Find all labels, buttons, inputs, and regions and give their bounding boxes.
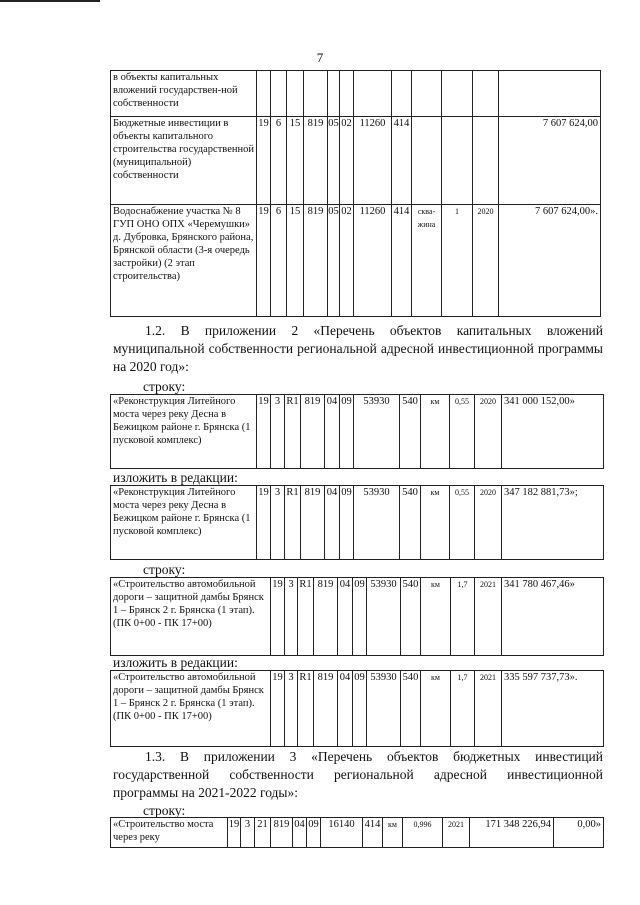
cell: 04 (325, 395, 340, 469)
cell: 819 (271, 818, 293, 848)
cell: 414 (363, 818, 383, 848)
cell: 11260 (354, 205, 392, 317)
cell: 414 (392, 117, 412, 205)
cell: 11260 (354, 117, 392, 205)
cell: км (421, 395, 450, 469)
label-row-3: строку: (143, 803, 186, 818)
cell: 05 (328, 205, 340, 317)
cell: 09 (353, 671, 367, 747)
cell: 19 (257, 117, 271, 205)
cell: 09 (307, 818, 321, 848)
cell: 02 (340, 117, 354, 205)
cell: 19 (271, 578, 285, 656)
cell (473, 71, 499, 117)
cell-sum (499, 71, 601, 117)
cell: 819 (314, 578, 338, 656)
object-name: «Реконструкция Литейного моста через реку Десна в Бежицком районе г. Брянска (1 пусковой комплекс) (111, 395, 257, 469)
cell: 3 (285, 671, 298, 747)
label-edit-2: изложить в редакции: (113, 655, 238, 670)
cell: км (421, 486, 450, 560)
cell: 16140 (321, 818, 363, 848)
table-1 (110, 70, 601, 317)
table-row (111, 205, 601, 317)
cell-sum: 171 348 226,94 (470, 818, 554, 848)
cell: 19 (257, 205, 271, 317)
cell: 540 (401, 671, 421, 747)
cell (412, 117, 442, 205)
cell: 3 (241, 818, 255, 848)
cell: 04 (338, 578, 353, 656)
paragraph-text: 1.2. В приложении 2 «Перечень объектов капитальных вложений муниципальной собственности региональной адресной инвестиционной программы на 2020 год»: (113, 323, 603, 374)
cell (257, 71, 271, 117)
cell: 2020 (475, 486, 502, 560)
cell: 19 (257, 486, 271, 560)
top-rule (0, 0, 100, 2)
table-3 (110, 485, 604, 560)
cell: R1 (298, 578, 314, 656)
cell: 819 (314, 671, 338, 747)
cell: км (421, 578, 451, 656)
cell: 15 (287, 205, 304, 317)
cell: R1 (285, 395, 301, 469)
table-row (111, 395, 604, 469)
table-row (111, 578, 604, 656)
object-name: «Строительство автомобильной дороги – защитной дамбы Брянск 1 – Брянск 2 г. Брянска (1 этап). (ПК 0+00 - ПК 17+00) (111, 578, 271, 656)
cell: R1 (298, 671, 314, 747)
cell: 819 (301, 486, 325, 560)
cell: 09 (340, 486, 354, 560)
cell: 1,7 (451, 578, 475, 656)
cell: 19 (271, 671, 285, 747)
label-row-1: строку: (143, 379, 186, 394)
cell: 0,55 (450, 395, 475, 469)
cell: 0,996 (403, 818, 443, 848)
table-row (111, 117, 601, 205)
paragraph-1-2 (113, 322, 603, 376)
cell: сква-жина (412, 205, 442, 317)
cell: 53930 (354, 486, 400, 560)
table-2 (110, 394, 604, 469)
cell: 6 (271, 205, 287, 317)
cell: 2021 (443, 818, 470, 848)
cell: 09 (353, 578, 367, 656)
cell: 0,55 (450, 486, 475, 560)
cell (340, 71, 354, 117)
cell: 414 (392, 205, 412, 317)
cell: 09 (340, 395, 354, 469)
cell (271, 71, 287, 117)
cell: 21 (255, 818, 271, 848)
cell (354, 71, 392, 117)
cell: 819 (304, 205, 328, 317)
cell (392, 71, 412, 117)
cell-sum: 7 607 624,00 (499, 117, 601, 205)
label-row-2: строку: (143, 562, 186, 577)
cell-sum: 341 780 467,46» (502, 578, 604, 656)
cell: 53930 (354, 395, 400, 469)
object-name: Водоснабжение участка № 8 ГУП ОНО ОПХ «Черемушки» д. Дубровка, Брянского района, Брянской области (3-я очередь застройки) (2 этап строительства) (111, 205, 257, 317)
cell (328, 71, 340, 117)
cell: 2021 (475, 671, 502, 747)
cell: км (383, 818, 403, 848)
cell: 15 (287, 117, 304, 205)
cell: 05 (328, 117, 340, 205)
cell: 2021 (475, 578, 502, 656)
cell: 2020 (473, 205, 499, 317)
cell-sum: 335 597 737,73». (502, 671, 604, 747)
cell: 819 (301, 395, 325, 469)
cell: 6 (271, 117, 287, 205)
table-row (111, 671, 604, 747)
cell (412, 71, 442, 117)
cell: 3 (285, 578, 298, 656)
object-name: Бюджетные инвестиции в объекты капитального строительства государственной (муниципальной) собственности (111, 117, 257, 205)
cell (442, 71, 473, 117)
cell (442, 117, 473, 205)
cell-sum: 341 000 152,00» (502, 395, 604, 469)
table-row (111, 486, 604, 560)
cell: R1 (285, 486, 301, 560)
object-name: «Реконструкция Литейного моста через реку Десна в Бежицком районе г. Брянска (1 пусковой комплекс) (111, 486, 257, 560)
cell: 2020 (475, 395, 502, 469)
cell: 819 (304, 117, 328, 205)
cell-sum: 347 182 881,73»; (502, 486, 604, 560)
cell (304, 71, 328, 117)
table-4 (110, 577, 604, 656)
cell: 04 (293, 818, 307, 848)
object-name: «Строительство моста через реку (111, 818, 228, 848)
object-name: в объекты капитальных вложений государствен-ной собственности (111, 71, 257, 117)
cell: 53930 (367, 671, 401, 747)
cell: 19 (228, 818, 241, 848)
cell: 3 (271, 395, 285, 469)
cell: 1,7 (451, 671, 475, 747)
cell: 04 (338, 671, 353, 747)
cell: 1 (442, 205, 473, 317)
cell: 540 (400, 486, 421, 560)
page-number: 7 (316, 50, 324, 65)
table-5 (110, 670, 604, 747)
paragraph-1-3 (113, 748, 603, 802)
paragraph-text: 1.3. В приложении 3 «Перечень объектов бюджетных инвестиций государственной собственности региональной адресной инвестиционной программы на 2021-2022 годы»: (113, 749, 603, 800)
cell: 02 (340, 205, 354, 317)
cell: 04 (325, 486, 340, 560)
label-edit-1: изложить в редакции: (113, 470, 238, 485)
cell-sum-2: 0,00» (554, 818, 604, 848)
cell (287, 71, 304, 117)
cell: 540 (400, 395, 421, 469)
cell-sum: 7 607 624,00». (499, 205, 601, 317)
cell: 540 (401, 578, 421, 656)
table-row (111, 818, 604, 848)
object-name: «Строительство автомобильной дороги – защитной дамбы Брянск 1 – Брянск 2 г. Брянска (1 этап). (ПК 0+00 - ПК 17+00) (111, 671, 271, 747)
cell: 3 (271, 486, 285, 560)
table-row (111, 71, 601, 117)
cell: км (421, 671, 451, 747)
cell (473, 117, 499, 205)
table-6 (110, 817, 604, 848)
cell: 19 (257, 395, 271, 469)
cell: 53930 (367, 578, 401, 656)
